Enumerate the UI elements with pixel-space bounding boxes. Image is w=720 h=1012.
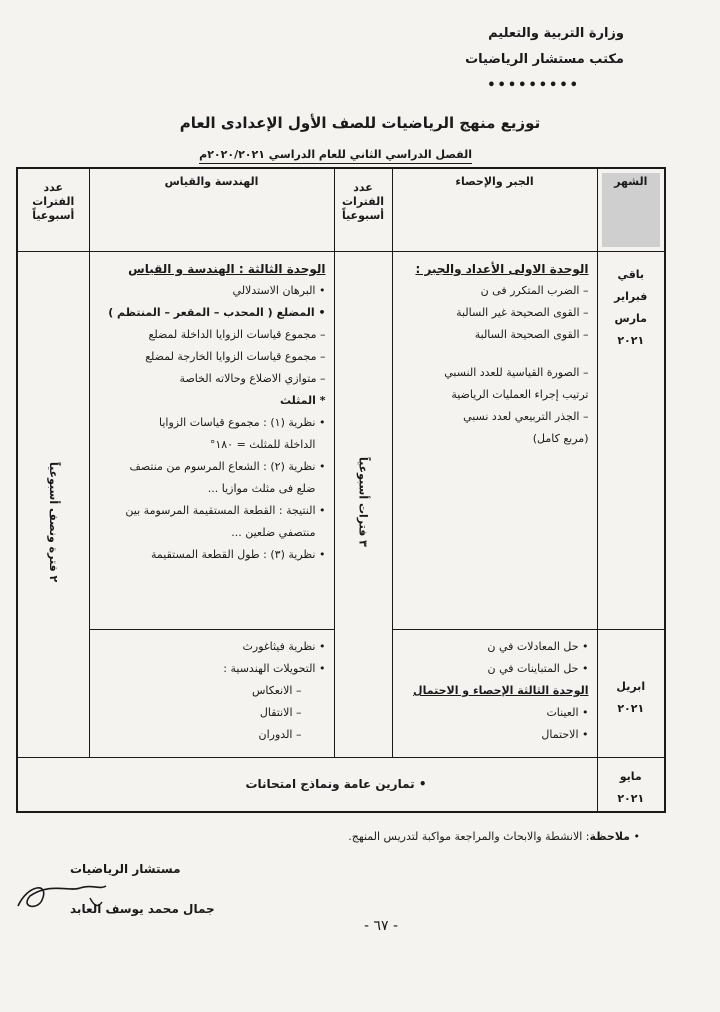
algebra-cell-row2 xyxy=(392,630,597,758)
list-item: • حل المعادلات في ن xyxy=(397,636,589,658)
list-item: • حل المتباينات في ن xyxy=(397,658,589,680)
list-item: – مجموع قياسات الزوايا الخارجة لمضلع xyxy=(94,346,326,368)
list-item: – الجذر التربيعي لعدد نسبي xyxy=(397,406,589,428)
month-column-header: الشهر xyxy=(597,168,665,252)
geometry-cell-row1 xyxy=(89,252,334,630)
list-spacer xyxy=(397,346,589,362)
geometry-periods-header: عدد الفترات أسبوعياً xyxy=(17,168,89,252)
list-item: – مجموع قياسات الزوايا الداخلة لمضلع xyxy=(94,324,326,346)
list-item: * المثلث xyxy=(280,394,326,407)
list-item: – الانعكاس xyxy=(94,680,326,702)
geometry-cell-row2 xyxy=(89,630,334,758)
list-item: – الصورة القياسية للعدد النسبي xyxy=(397,362,589,384)
list-item: – الانتقال xyxy=(94,702,326,724)
page-title: توزيع منهج الرياضيات للصف الأول الإعدادى العام xyxy=(179,114,541,132)
list-item: الوحدة الثالثة الإحصاء و الاحتمال xyxy=(413,684,589,697)
algebra-periods-header: عدد الفترات أسبوعياً xyxy=(334,168,392,252)
list-item: • نظرية (١) : مجموع قياسات الزوايا xyxy=(94,412,326,434)
list-item: الداخلة للمثلث = ١٨٠° xyxy=(209,438,316,451)
review-text: • تمارين عامة ونماذج امتحانات xyxy=(18,777,597,791)
note-label: ملاحظة xyxy=(589,830,630,843)
list-item: ضلع فى مثلث موازيا ... xyxy=(207,482,316,495)
list-item: – الدوران xyxy=(94,724,326,746)
geometry-column-header: الهندسة والقياس xyxy=(89,168,334,252)
review-cell xyxy=(17,758,597,812)
page-number: - ٦٧ - xyxy=(364,918,399,934)
list-item: • نظرية (٣) : طول القطعة المستقيمة xyxy=(94,544,326,566)
office-name: مكتب مستشار الرياضيات xyxy=(465,52,624,67)
note-text: : الانشطة والابحاث والمراجعة مواكبة لتدريس المنهج. xyxy=(348,830,590,843)
curriculum-table xyxy=(16,167,666,813)
list-item: • العينات xyxy=(397,702,589,724)
month-cell-april: ابريل ٢٠٢١ xyxy=(597,630,665,758)
signature-role: مستشار الرياضيات xyxy=(70,862,181,876)
algebra-periods-cell: ٣ فترات أسبوعياً xyxy=(334,252,392,758)
footnote xyxy=(348,830,640,843)
list-item: • النتيجة : القطعة المستقيمة المرسومة بين xyxy=(94,500,326,522)
geometry-periods-cell: ٢ فترة ونصف أسبوعياً xyxy=(17,252,89,758)
list-item: – متوازي الاضلاع وحالاته الخاصة xyxy=(94,368,326,390)
header-dots: ••••••••• xyxy=(487,78,580,93)
geometry-unit-title: الوحدة الثالثة : الهندسة و القياس xyxy=(128,262,326,276)
month-cell-feb-mar: باقي فبراير مارس ٢٠٢١ xyxy=(597,252,665,630)
signature-name: جمال محمد يوسف العابد xyxy=(70,902,215,916)
list-item: ترتيب إجراء العمليات الرياضية xyxy=(451,388,589,401)
algebra-unit-title: الوحدة الاولى الأعداد والجبر : xyxy=(415,262,589,276)
algebra-column-header: الجبر والإحصاء xyxy=(392,168,597,252)
list-item: • نظرية (٢) : الشعاع المرسوم من منتصف xyxy=(94,456,326,478)
month-cell-may: مايو ٢٠٢١ xyxy=(597,758,665,812)
page-subtitle: الفصل الدراسي الثاني للعام الدراسي ٢٠٢٠/٢٠٢١م xyxy=(199,148,472,164)
list-item: (مربع كامل) xyxy=(532,432,589,445)
list-item: • البرهان الاستدلالي xyxy=(94,280,326,302)
list-item: • التحويلات الهندسية : xyxy=(94,658,326,680)
list-item: • نظرية فيثاغورث xyxy=(94,636,326,658)
list-item: – الضرب المتكرر فى ن xyxy=(397,280,589,302)
list-item: • الاحتمال xyxy=(397,724,589,746)
ministry-name: وزارة التربية والتعليم xyxy=(488,26,624,41)
list-item: – القوى الصحيحة غير السالبة xyxy=(397,302,589,324)
algebra-cell-row1 xyxy=(392,252,597,630)
list-item: – القوى الصحيحة السالبة xyxy=(397,324,589,346)
list-item: منتصفي ضلعين ... xyxy=(231,526,316,539)
list-item: • المضلع ( المحدب – المقعر – المنتظم ) xyxy=(94,302,326,324)
